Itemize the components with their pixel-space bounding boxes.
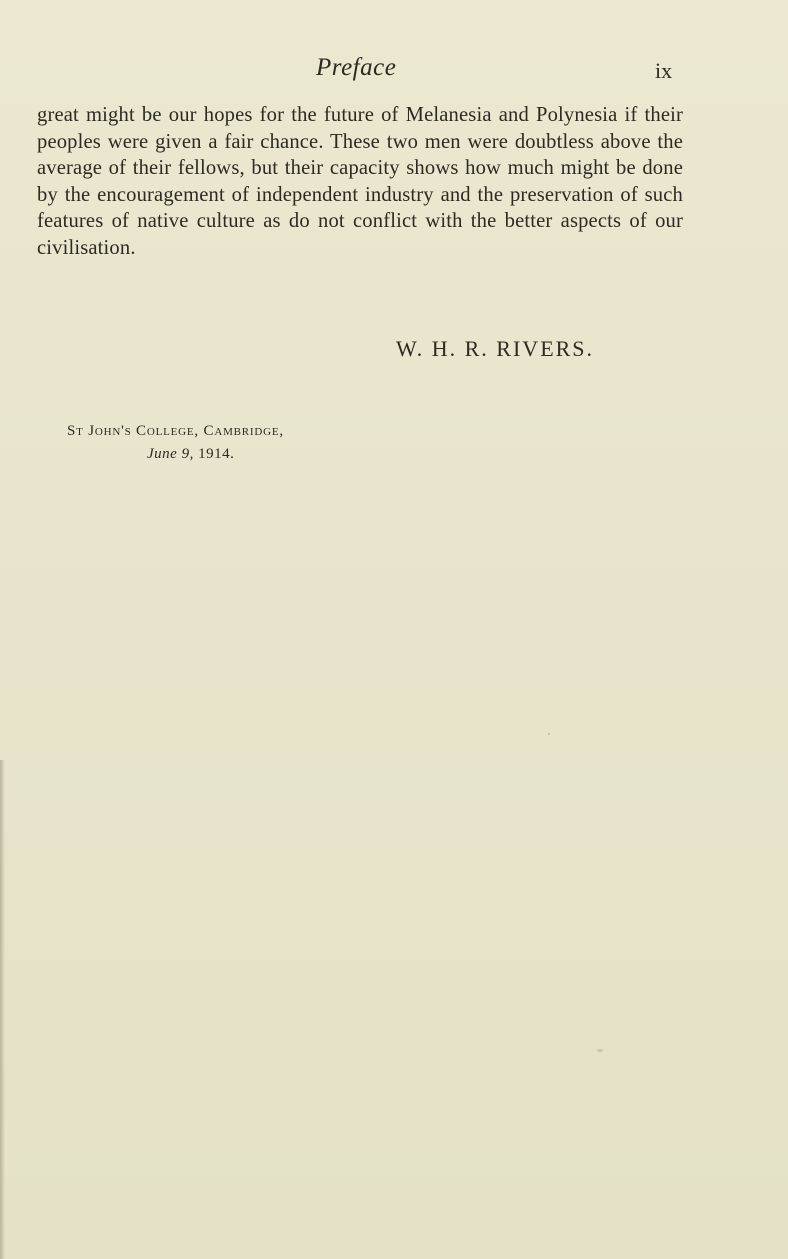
author-signature: W. H. R. RIVERS. [396,336,595,361]
dateline-date [147,446,234,463]
page-edge-shadow [0,760,5,1259]
preface-paragraph: great might be our hopes for the future of Melanesia and Polynesia if their peoples were given a fair chance. These two men were doubtless above the average of their fellows, but their capacity shows how much might be done by the encouragement of independent industry and the preservation of such features of native culture as do not conflict with the better aspects of our civilisation. [37,104,683,259]
dateline-year: 1914. [198,446,235,462]
running-title: Preface [316,54,397,81]
page-number: ix [655,58,673,83]
running-header [0,54,788,86]
dateline-month-day: June 9, [147,446,194,462]
paper-speck [548,733,550,735]
dateline-place: St John's College, Cambridge, [67,423,284,439]
paper-speck [597,1049,603,1052]
